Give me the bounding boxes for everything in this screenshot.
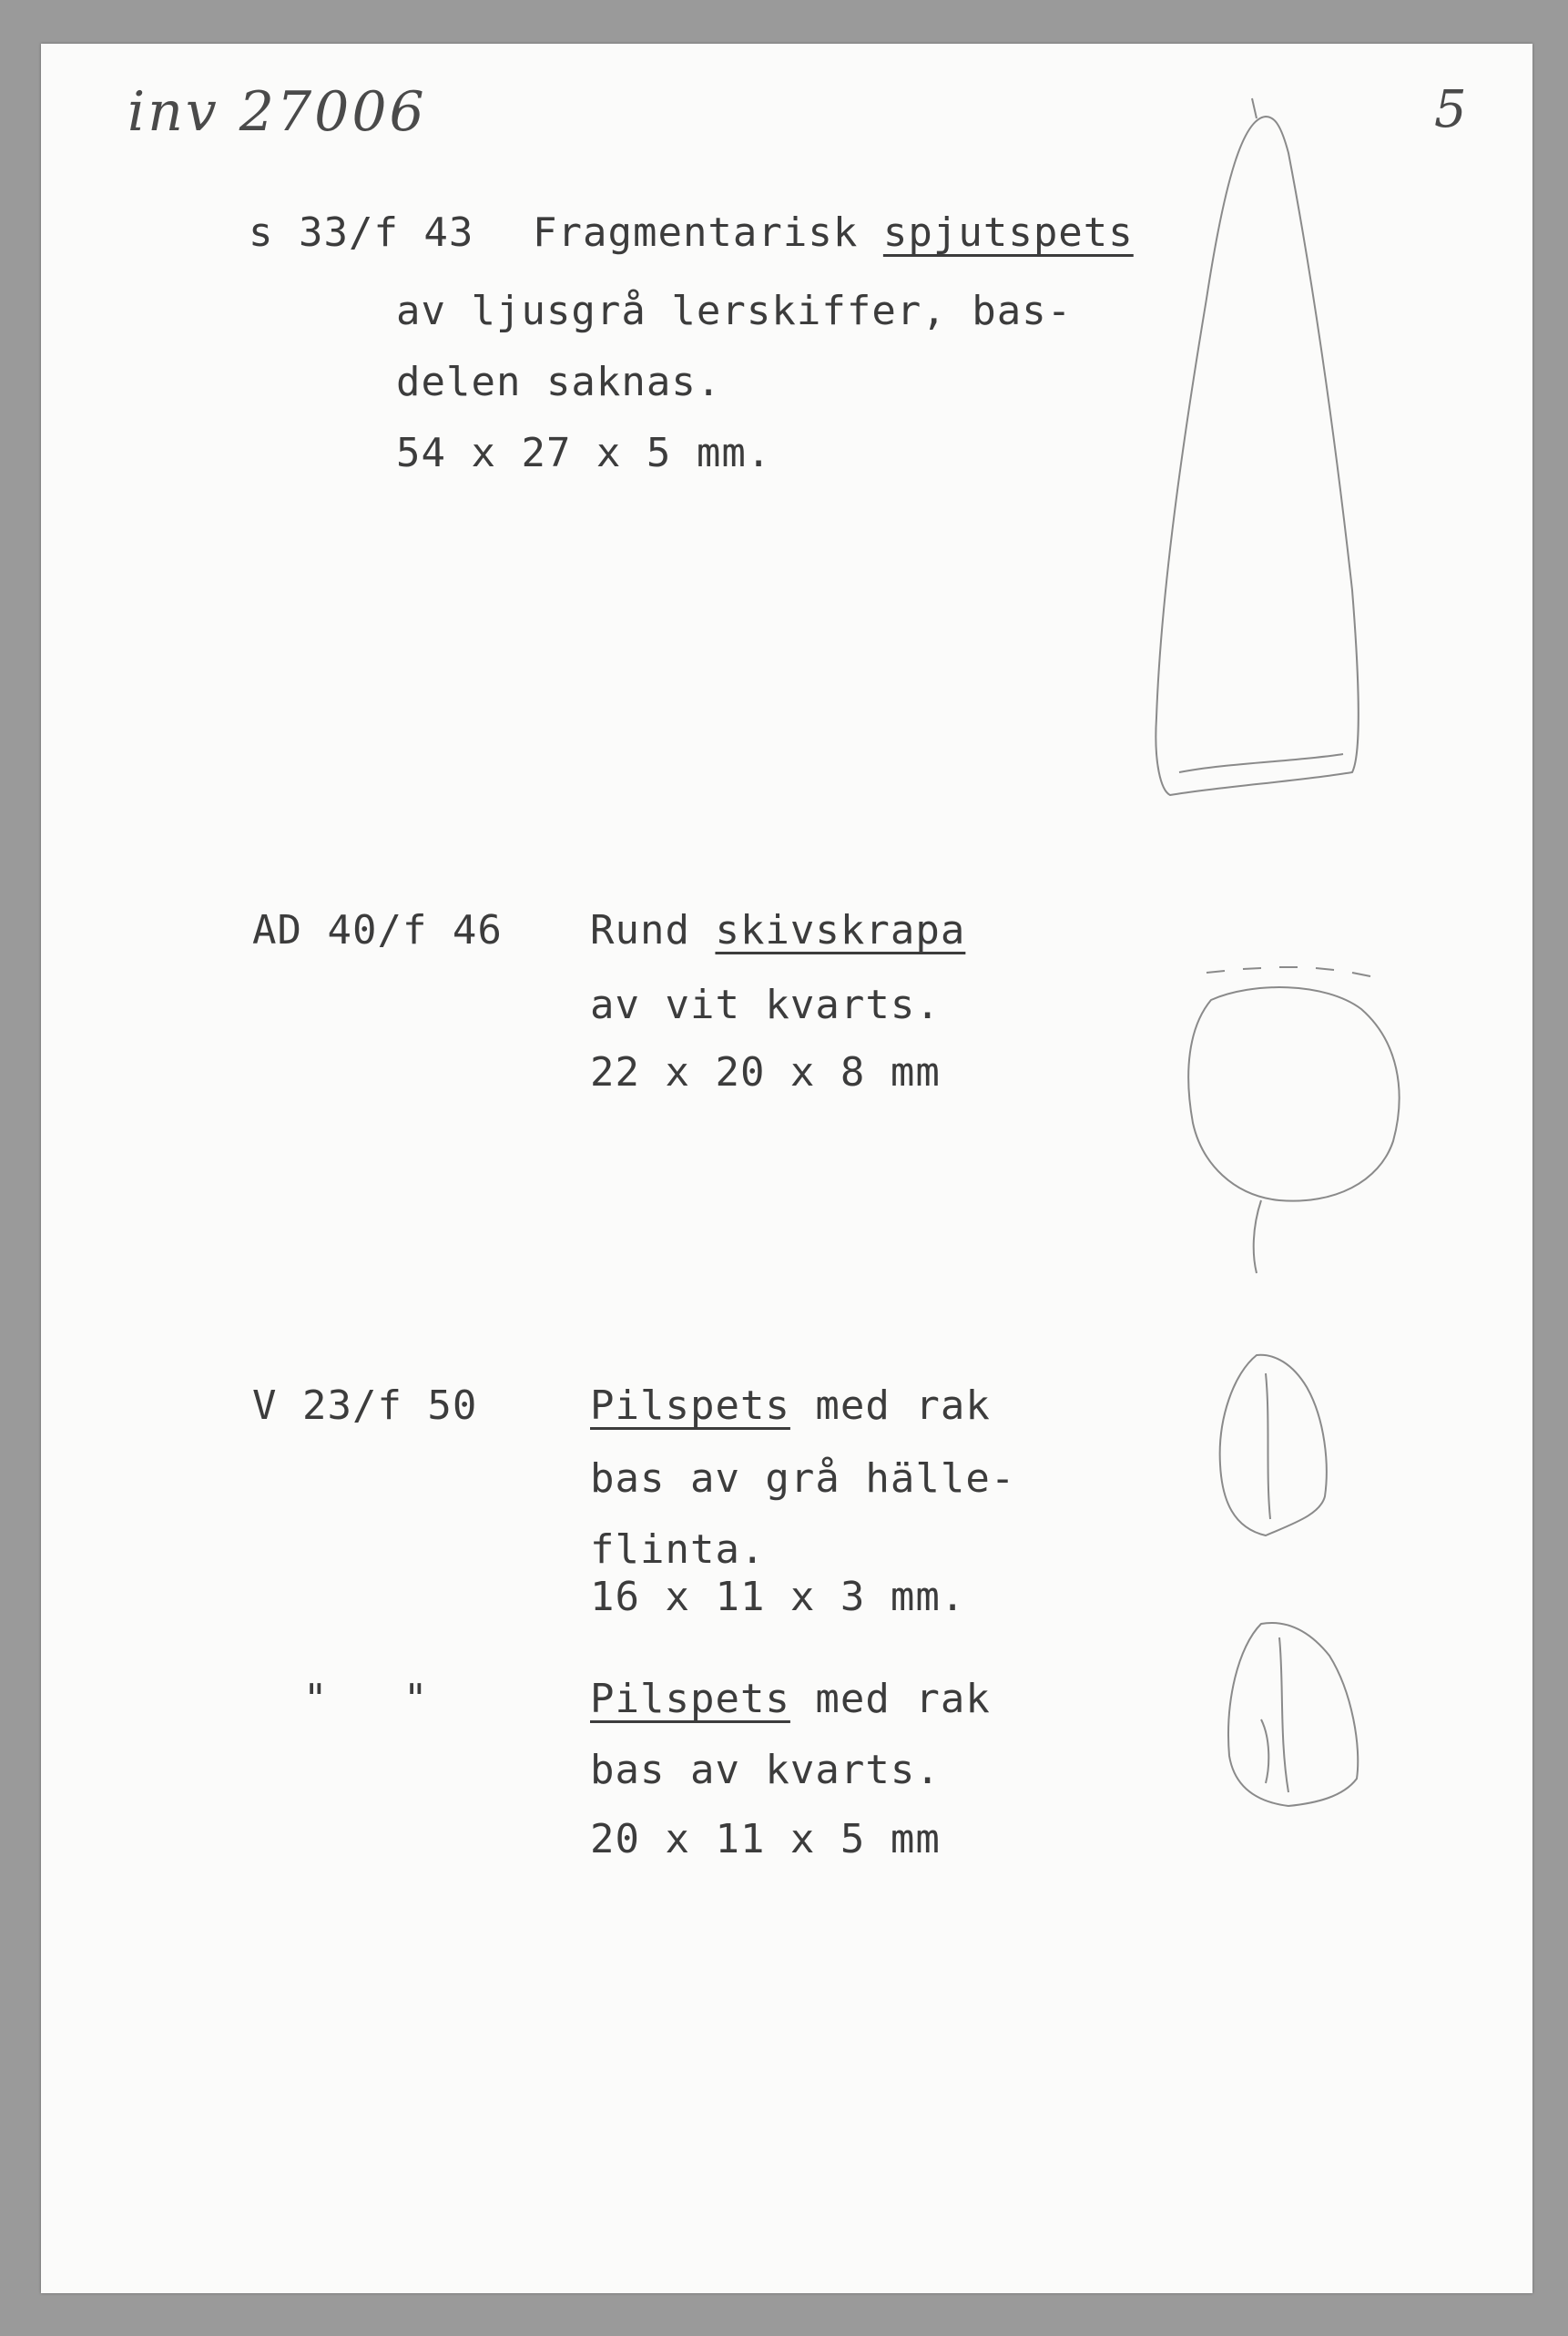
entry-measurements: 16 x 11 x 3 mm. [590,1574,966,1620]
entry-title [590,907,965,954]
artifact-type: Pilspets [590,1382,790,1429]
entry-title-suffix: med rak [789,1382,991,1429]
entry-line: bas av grå hälle- [590,1455,1016,1502]
entry-measurements: 54 x 27 x 5 mm. [396,430,772,476]
entry-id: s 33/f 43 [249,209,474,256]
entry-id: AD 40/f 46 [252,907,503,954]
artifact-type: skivskrapa [715,907,966,954]
catalog-card [41,44,1532,2293]
arrowhead-sketch [1220,1355,1327,1535]
artifact-type: Pilspets [590,1676,790,1722]
entry-title [590,1676,991,1722]
entry-line: av vit kvarts. [590,982,941,1028]
arrowhead-sketch [1228,1623,1358,1806]
entry-measurements: 20 x 11 x 5 mm [590,1816,941,1862]
entry-line: delen saknas. [396,359,722,405]
entry-title-prefix: Rund [590,907,716,954]
entry-title [533,209,1134,256]
page-number: 5 [1434,80,1470,139]
entry-line: av ljusgrå lerskiffer, bas- [396,288,1073,334]
entry-measurements: 22 x 20 x 8 mm [590,1049,941,1096]
entry-line: flinta. [590,1526,766,1573]
scraper-sketch [1188,987,1399,1201]
entry-title-suffix: med rak [789,1676,991,1722]
entry-title-prefix: Fragmentarisk [533,209,883,256]
entry-line: bas av kvarts. [590,1747,941,1793]
artifact-sketches [41,44,1532,2293]
entry-id: " " [303,1676,429,1722]
entry-id: V 23/f 50 [252,1382,478,1429]
spear-point-sketch [1156,117,1358,795]
entry-title [590,1382,991,1429]
catalog-number: inv 27006 [127,80,427,144]
artifact-type: spjutspets [882,209,1134,256]
